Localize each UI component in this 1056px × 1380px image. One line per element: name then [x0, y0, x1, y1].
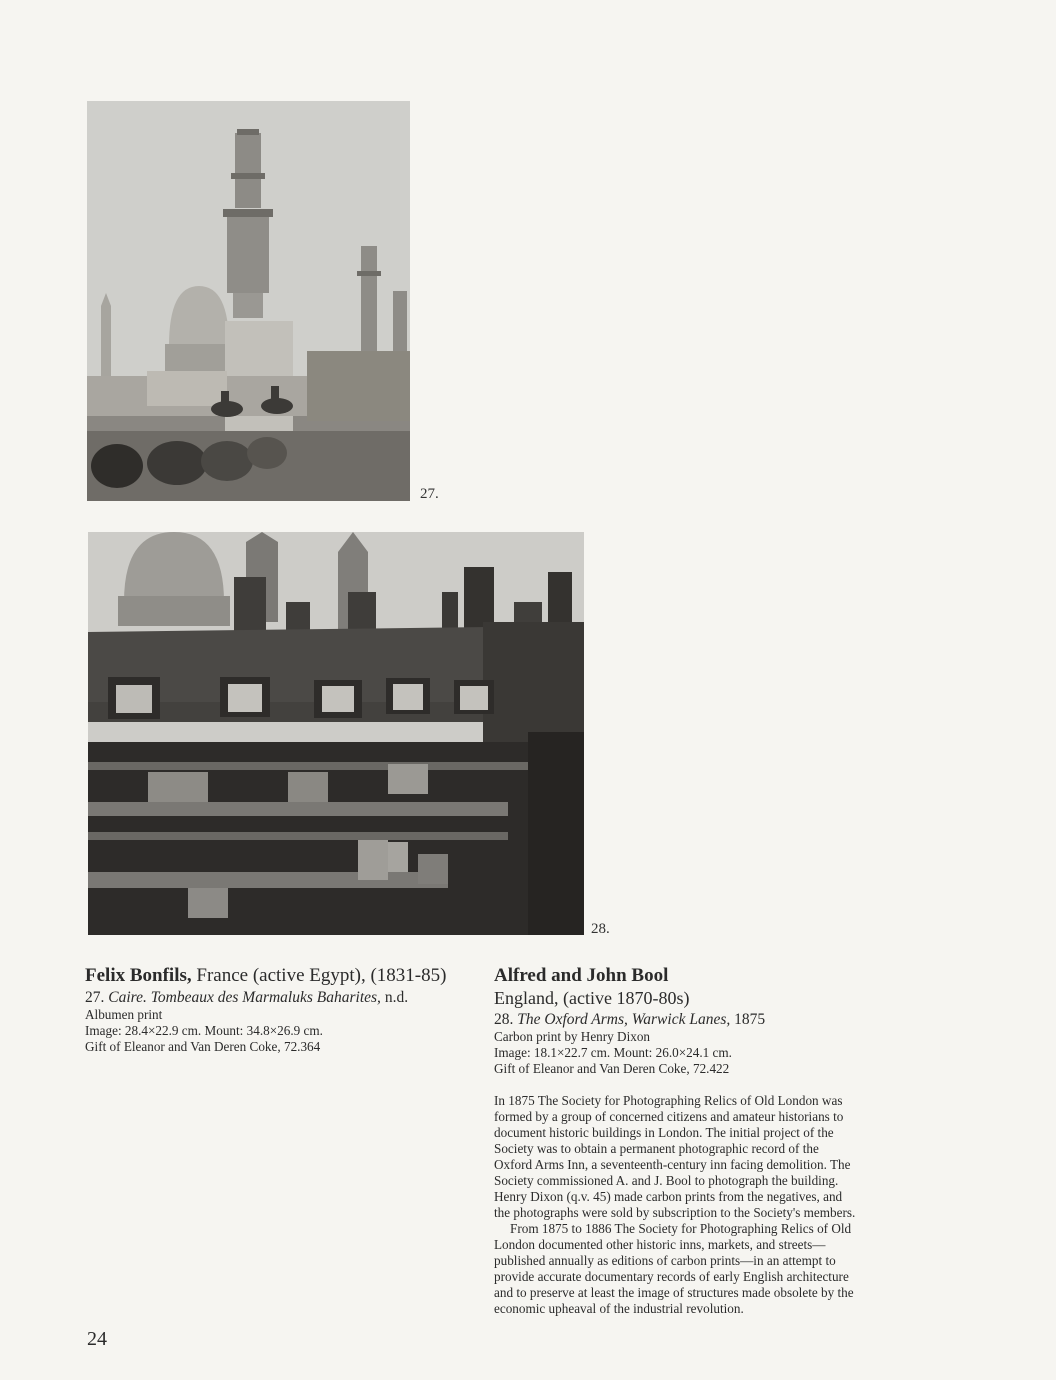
caption-bonfils: [85, 965, 465, 1055]
credit-line: Gift of Eleanor and Van Deren Coke, 72.364: [85, 1039, 321, 1054]
work-number: 27.: [85, 989, 109, 1006]
credit-line: Gift of Eleanor and Van Deren Coke, 72.422: [494, 1061, 730, 1076]
work-number: 28.: [494, 1011, 518, 1028]
essay-paragraph: In 1875 The Society for Photographing Relics of Old London was formed by a group of concerned citizens and amateur historians to document historic buildings in London. The initial project of the Society was to obtain a permanent photographic record of the Oxford Arms Inn, a seventeenth-century inn facing demolition. The Society commissioned A. and J. Bool to photograph the building. Henry Dixon (q.v. 45) made carbon prints from the negatives, and the photographs were sold by subscription to the Society's members.: [494, 1093, 856, 1220]
medium: Carbon print by Henry Dixon: [494, 1029, 651, 1044]
medium: Albumen print: [85, 1007, 163, 1022]
dimensions: Image: 18.1×22.7 cm. Mount: 26.0×24.1 cm.: [494, 1045, 732, 1060]
work-line: [85, 988, 465, 1007]
work-date: n.d.: [380, 989, 409, 1006]
artist-name: Alfred and John Bool: [494, 965, 669, 986]
artist-name: Felix Bonfils,: [85, 965, 192, 986]
work-title: The Oxford Arms, Warwick Lanes,: [517, 1011, 731, 1028]
work-title: Caire. Tombeaux des Marmaluks Baharites,: [108, 989, 381, 1006]
work-date: 1875: [730, 1011, 766, 1028]
photo-cairo-tombs: [87, 101, 410, 501]
essay-text: [494, 1093, 860, 1317]
photo-oxford-arms: [88, 532, 584, 935]
work-line: [494, 1010, 874, 1029]
dimensions: Image: 28.4×22.9 cm. Mount: 34.8×26.9 cm.: [85, 1023, 323, 1038]
plate-number-27: 27.: [420, 486, 439, 502]
artist-line: [85, 965, 465, 987]
page-number: 24: [87, 1328, 107, 1350]
caption-bool: [494, 965, 874, 1077]
essay-paragraph: From 1875 to 1886 The Society for Photographing Relics of Old London documented other historic inns, markets, and streets—published annually as editions of carbon prints—in an attempt to provide accurate documentary records of early English architecture and to preserve at least the image of structures made obsolete by the economic upheaval of the industrial revolution.: [494, 1221, 854, 1316]
plate-number-28: 28.: [591, 921, 610, 937]
artist-country: England, (active 1870-80s): [494, 988, 690, 1008]
artist-line: [494, 965, 874, 987]
artist-detail: France (active Egypt), (1831-85): [191, 965, 447, 986]
